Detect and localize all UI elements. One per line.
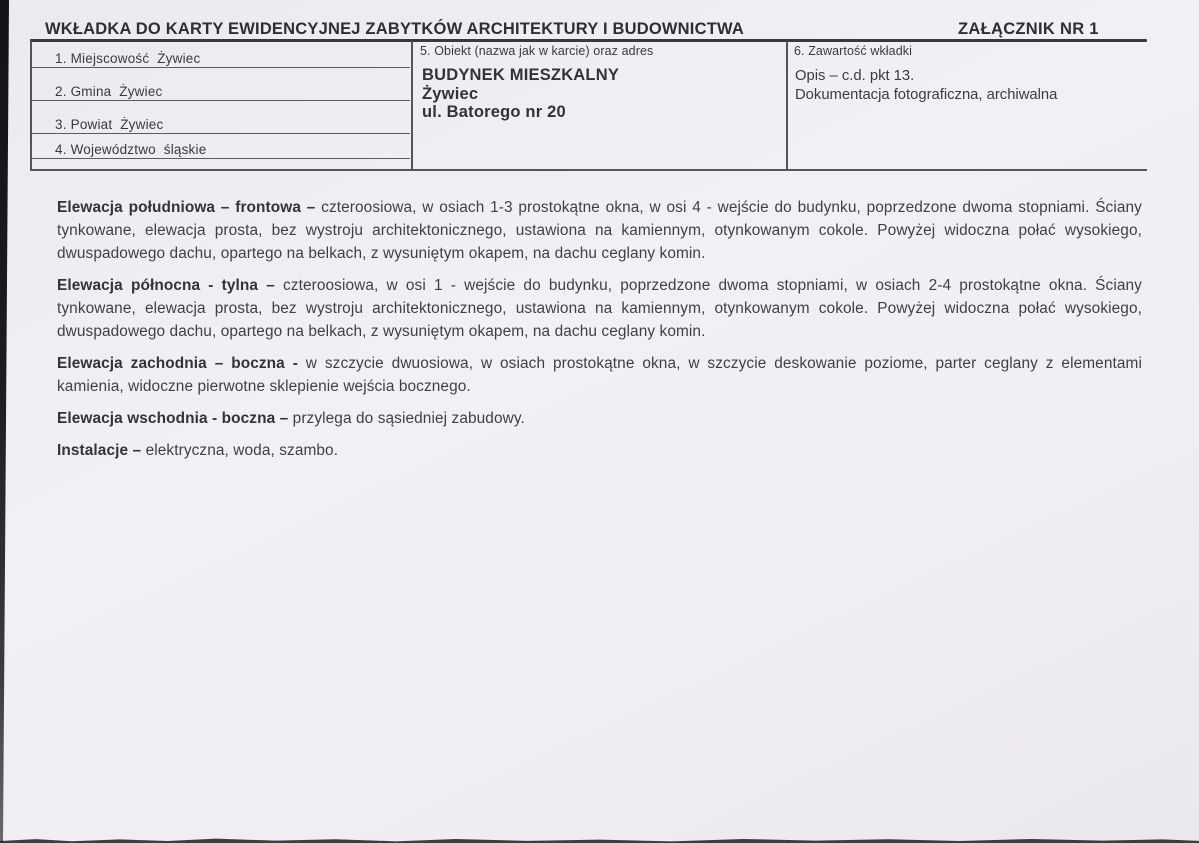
paragraph-body: czteroosiowa, w osi 1 - wejście do budynku, poprzedzone dwoma stopniami, w osiach 2-4 prostokątne okna. Ściany tynkowane, elewacja prosta, bez wystroju architektonicznego, ustawiona na kamiennym, otynkowanym cokole. Powyżej widoczna połać wysokiego, dwuspadowego dachu, opartego na belkach, z wysuniętym okapem, na dachu ceglany komin.	[57, 277, 1142, 340]
field-powiat: 3. Powiat Żywiec	[55, 117, 164, 132]
field-underline	[31, 133, 410, 134]
attachment-number: ZAŁĄCZNIK NR 1	[958, 20, 1099, 38]
description-text	[57, 196, 1142, 471]
table-divider-col1-col2	[411, 41, 413, 170]
object-section-label: 5. Obiekt (nazwa jak w karcie) oraz adres	[420, 44, 654, 58]
paragraph-lead: Instalacje –	[57, 442, 142, 459]
object-city: Żywiec	[422, 84, 479, 103]
paragraph-lead: Elewacja północna - tylna –	[57, 277, 275, 294]
content-line: Opis – c.d. pkt 13.	[795, 68, 915, 84]
field-wojewodztwo: 4. Województwo śląskie	[55, 142, 207, 157]
table-border-left	[30, 41, 32, 170]
object-identification	[422, 66, 619, 122]
paragraph-instalacje	[57, 439, 1142, 462]
field-underline	[31, 100, 410, 101]
paragraph-body: przylega do sąsiedniej zabudowy.	[292, 410, 525, 427]
table-divider-col2-col3	[786, 41, 788, 170]
content-line: Dokumentacja fotograficzna, archiwalna	[795, 86, 1058, 103]
paragraph-body: elektryczna, woda, szambo.	[145, 442, 339, 459]
paragraph-elewacja-poludniowa	[57, 196, 1142, 265]
object-address: ul. Batorego nr 20	[422, 103, 566, 121]
content-section-label: 6. Zawartość wkładki	[794, 44, 913, 58]
paragraph-lead: Elewacja wschodnia - boczna –	[57, 410, 289, 427]
paragraph-lead: Elewacja południowa – frontowa –	[57, 199, 316, 216]
paragraph-body: czteroosiowa, w osiach 1-3 prostokątne okna, w osi 4 - wejście do budynku, poprzedzone dwoma stopniami. Ściany tynkowane, elewacja prosta, bez wystroju architektonicznego, ustawiona na kamiennym, otynkowanym cokole. Powyżej widoczna połać wysokiego, dwuspadowego dachu, opartego na belkach, z wysuniętym okapem, na dachu ceglany komin.	[57, 199, 1142, 262]
paragraph-elewacja-polnocna	[57, 274, 1142, 343]
document-title: WKŁADKA DO KARTY EWIDENCYJNEJ ZABYTKÓW ARCHITEKTURY I BUDOWNICTWA	[45, 20, 744, 38]
paragraph-elewacja-zachodnia	[57, 352, 1142, 398]
field-gmina: 2. Gmina Żywiec	[55, 84, 163, 99]
table-border-bottom	[30, 169, 1147, 171]
paragraph-elewacja-wschodnia	[57, 407, 1142, 430]
paragraph-lead: Elewacja zachodnia – boczna -	[57, 355, 298, 372]
paragraph-body: w szczycie dwuosiowa, w osiach prostokątne okna, w szczycie deskowanie poziome, parter ceglany z elementami kamienia, widoczne pierwotne sklepienie wejścia bocznego.	[57, 355, 1142, 395]
scan-edge-artifact-left	[0, 0, 9, 843]
header-rule	[30, 39, 1147, 42]
scan-edge-artifact-bottom	[0, 836, 1199, 843]
content-description	[795, 67, 1057, 104]
field-underline	[31, 158, 410, 159]
field-miejscowosc: 1. Miejscowość Żywiec	[55, 51, 201, 66]
object-name: BUDYNEK MIESZKALNY	[422, 66, 620, 84]
field-underline	[31, 67, 410, 68]
